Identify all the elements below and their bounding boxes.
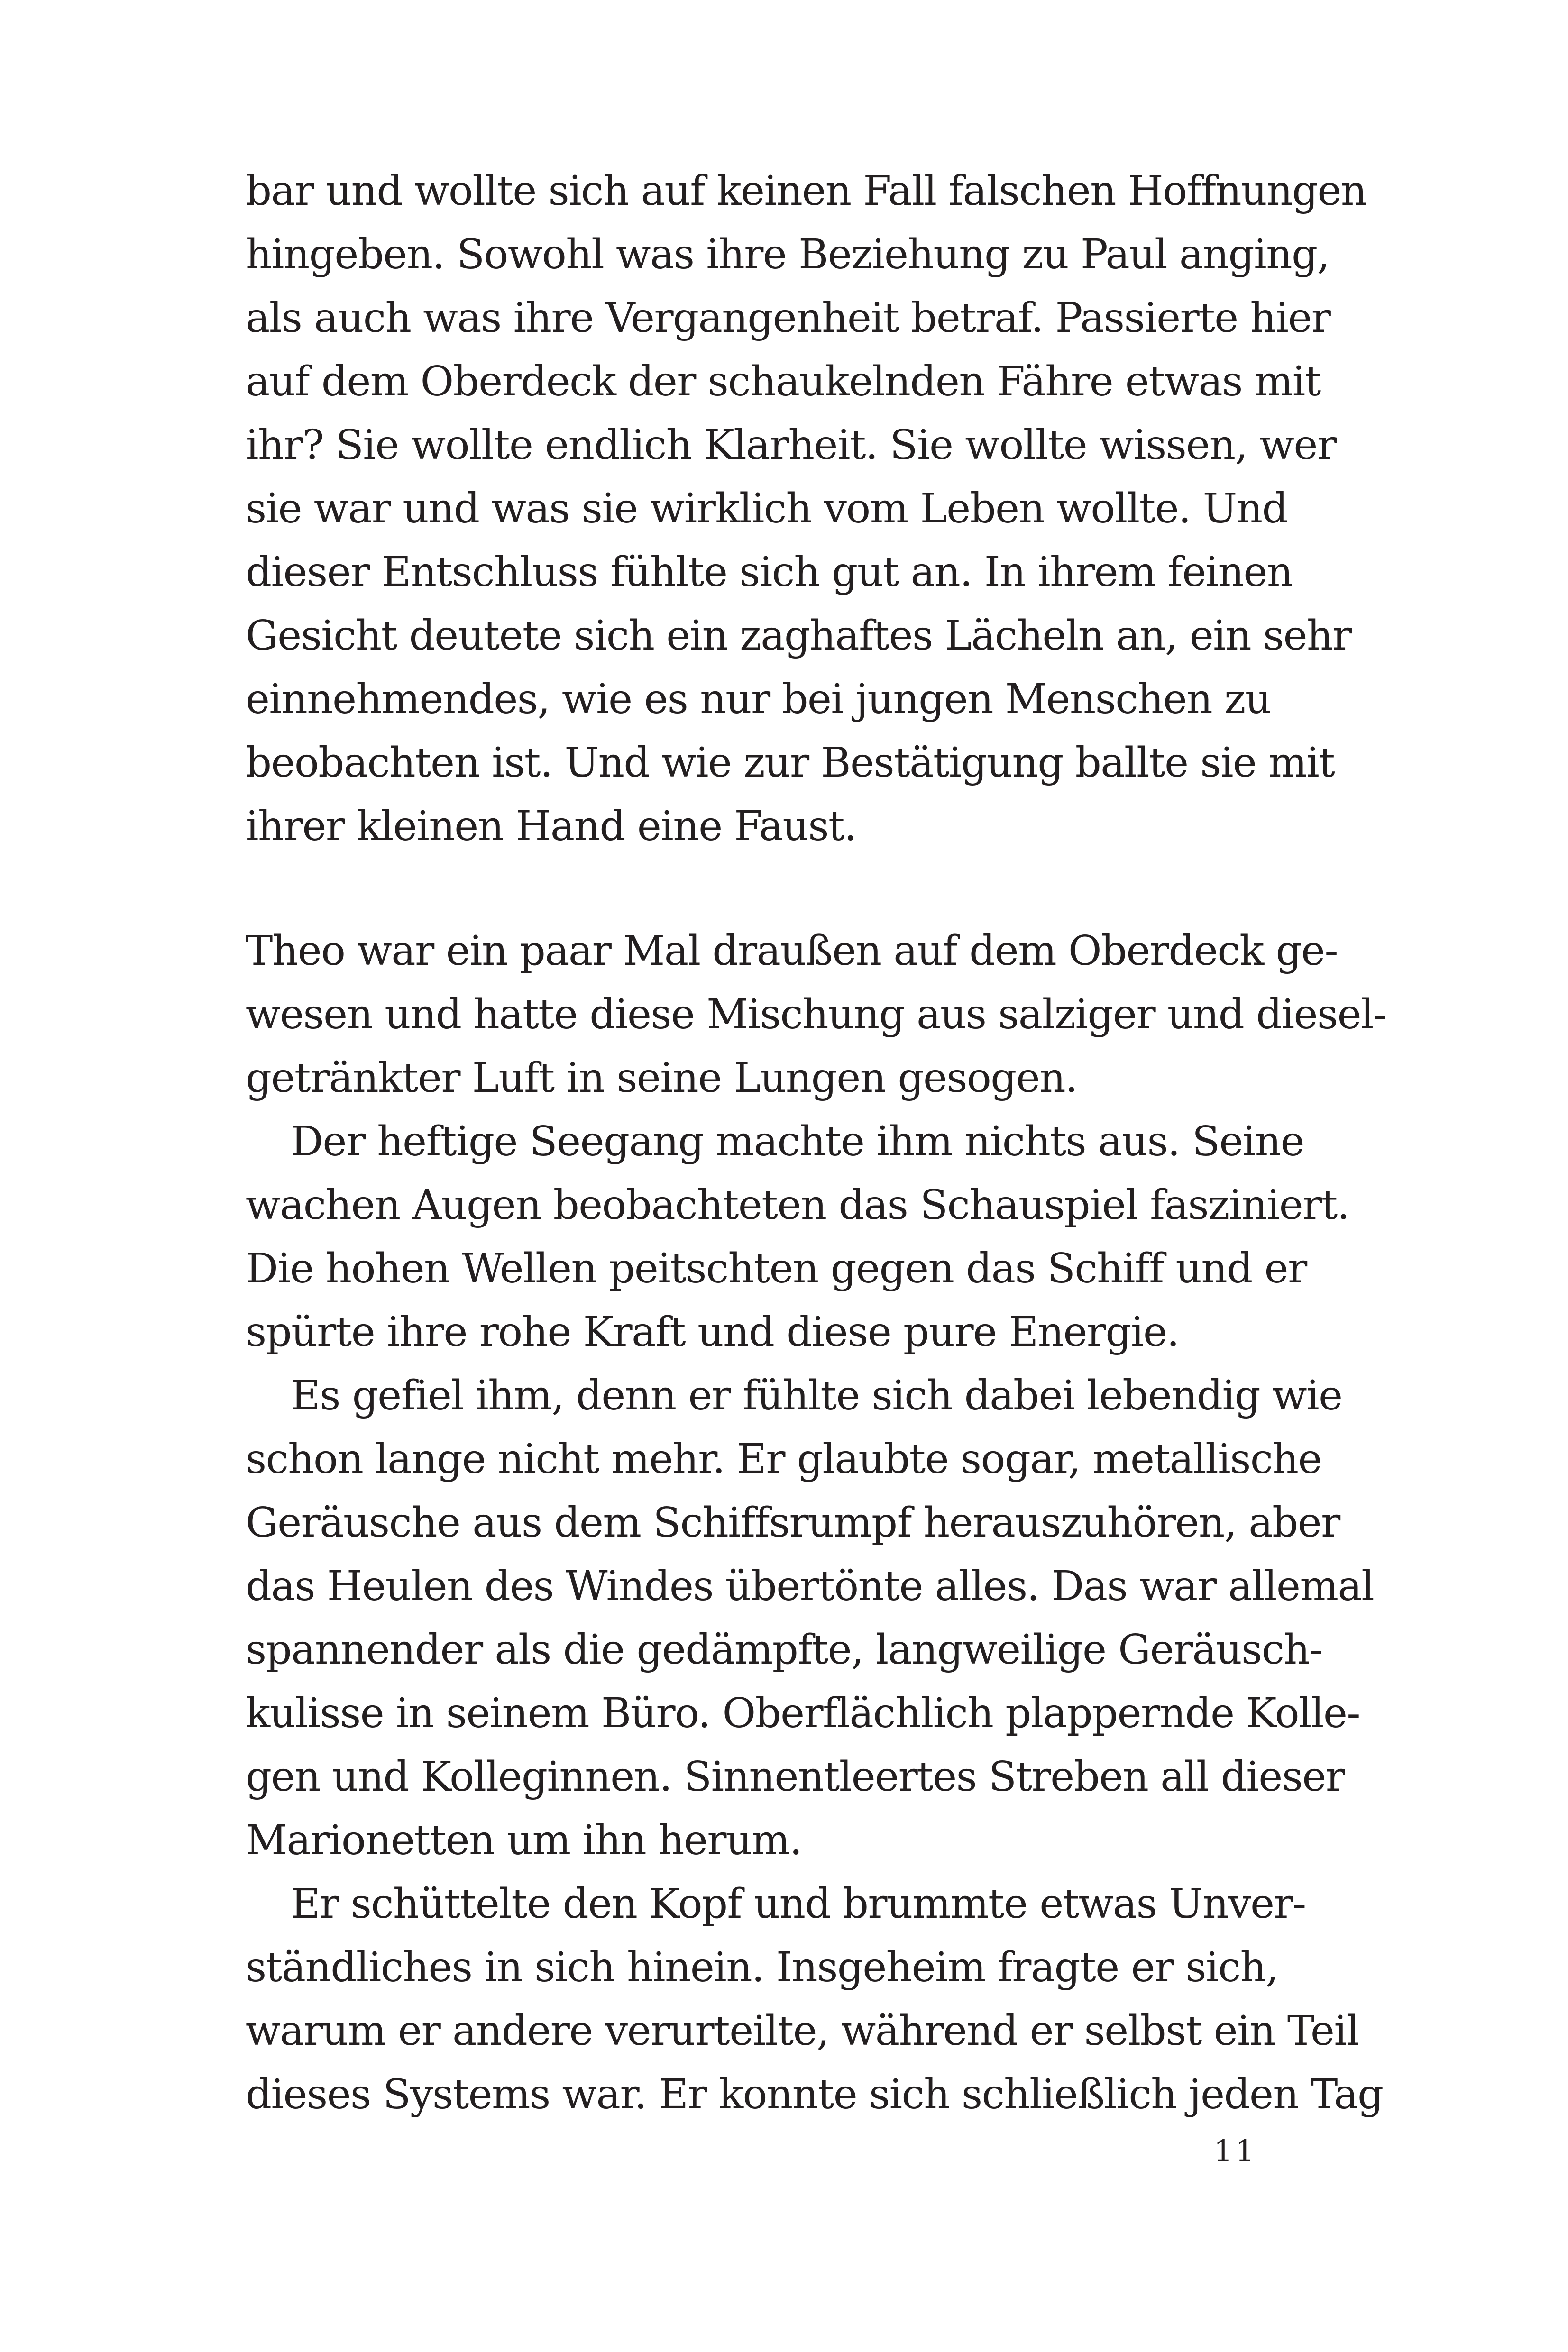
paragraph: [246, 1364, 1374, 1872]
text-line: einnehmendes, wie es nur bei jungen Menschen zu: [246, 676, 1271, 723]
text-line: wesen und hatte diese Mischung aus salziger und diesel-: [246, 991, 1386, 1038]
text-line: auf dem Oberdeck der schaukelnden Fähre etwas mit: [246, 358, 1320, 405]
text-line: warum er andere verurteilte, während er selbst ein Teil: [246, 2007, 1359, 2055]
text-line: bar und wollte sich auf keinen Fall falschen Hoffnungen: [246, 167, 1366, 215]
paragraph: [246, 1872, 1383, 2126]
text-line: Der heftige Seegang machte ihm nichts aus. Seine: [291, 1118, 1304, 1165]
text-block-bottom: [246, 919, 1386, 2126]
text-line: ihrer kleinen Hand eine Faust.: [246, 803, 856, 850]
text-line: als auch was ihre Vergangenheit betraf. Passierte hier: [246, 294, 1330, 342]
text-line: dieser Entschluss fühlte sich gut an. In ihrem feinen: [246, 549, 1293, 596]
text-line: ihr? Sie wollte endlich Klarheit. Sie wollte wissen, wer: [246, 421, 1336, 469]
text-line: das Heulen des Windes übertönte alles. Das war allemal: [246, 1563, 1374, 1610]
text-line: sie war und was sie wirklich vom Leben wollte. Und: [246, 485, 1288, 532]
text-line: Er schüttelte den Kopf und brummte etwas Unver-: [291, 1880, 1306, 1928]
text-line: beobachten ist. Und wie zur Bestätigung ballte sie mit: [246, 739, 1335, 787]
text-line: Marionetten um ihn herum.: [246, 1817, 802, 1864]
text-line: schon lange nicht mehr. Er glaubte sogar, metallische: [246, 1436, 1321, 1483]
text-block-top: [246, 159, 1366, 858]
text-line: Theo war ein paar Mal draußen auf dem Oberdeck ge-: [246, 927, 1338, 975]
text-line: gen und Kolleginnen. Sinnentleertes Streben all dieser: [246, 1753, 1345, 1801]
paragraph: [246, 1110, 1349, 1364]
paragraph-continued: [246, 159, 1366, 858]
text-line: ständliches in sich hinein. Insgeheim fragte er sich,: [246, 1944, 1278, 1991]
text-line: kulisse in seinem Büro. Oberflächlich plappernde Kolle-: [246, 1690, 1360, 1737]
text-line: Die hohen Wellen peitschten gegen das Schiff und er: [246, 1245, 1307, 1292]
text-line: Es gefiel ihm, denn er fühlte sich dabei lebendig wie: [291, 1372, 1342, 1419]
page-number: 11: [1214, 2133, 1257, 2168]
text-line: Gesicht deutete sich ein zaghaftes Lächeln an, ein sehr: [246, 612, 1351, 659]
text-line: wachen Augen beobachteten das Schauspiel fasziniert.: [246, 1181, 1349, 1229]
text-line: hingeben. Sowohl was ihre Beziehung zu Paul anging,: [246, 231, 1330, 278]
text-line: spürte ihre rohe Kraft und diese pure Energie.: [246, 1309, 1179, 1356]
text-line: dieses Systems war. Er konnte sich schließlich jeden Tag: [246, 2071, 1383, 2118]
text-line: getränkter Luft in seine Lungen gesogen.: [246, 1054, 1077, 1102]
text-line: spannender als die gedämpfte, langweilige Geräusch-: [246, 1626, 1322, 1674]
paragraph-section-start: [246, 919, 1386, 1110]
text-line: Geräusche aus dem Schiffsrumpf herauszuhören, aber: [246, 1499, 1340, 1547]
